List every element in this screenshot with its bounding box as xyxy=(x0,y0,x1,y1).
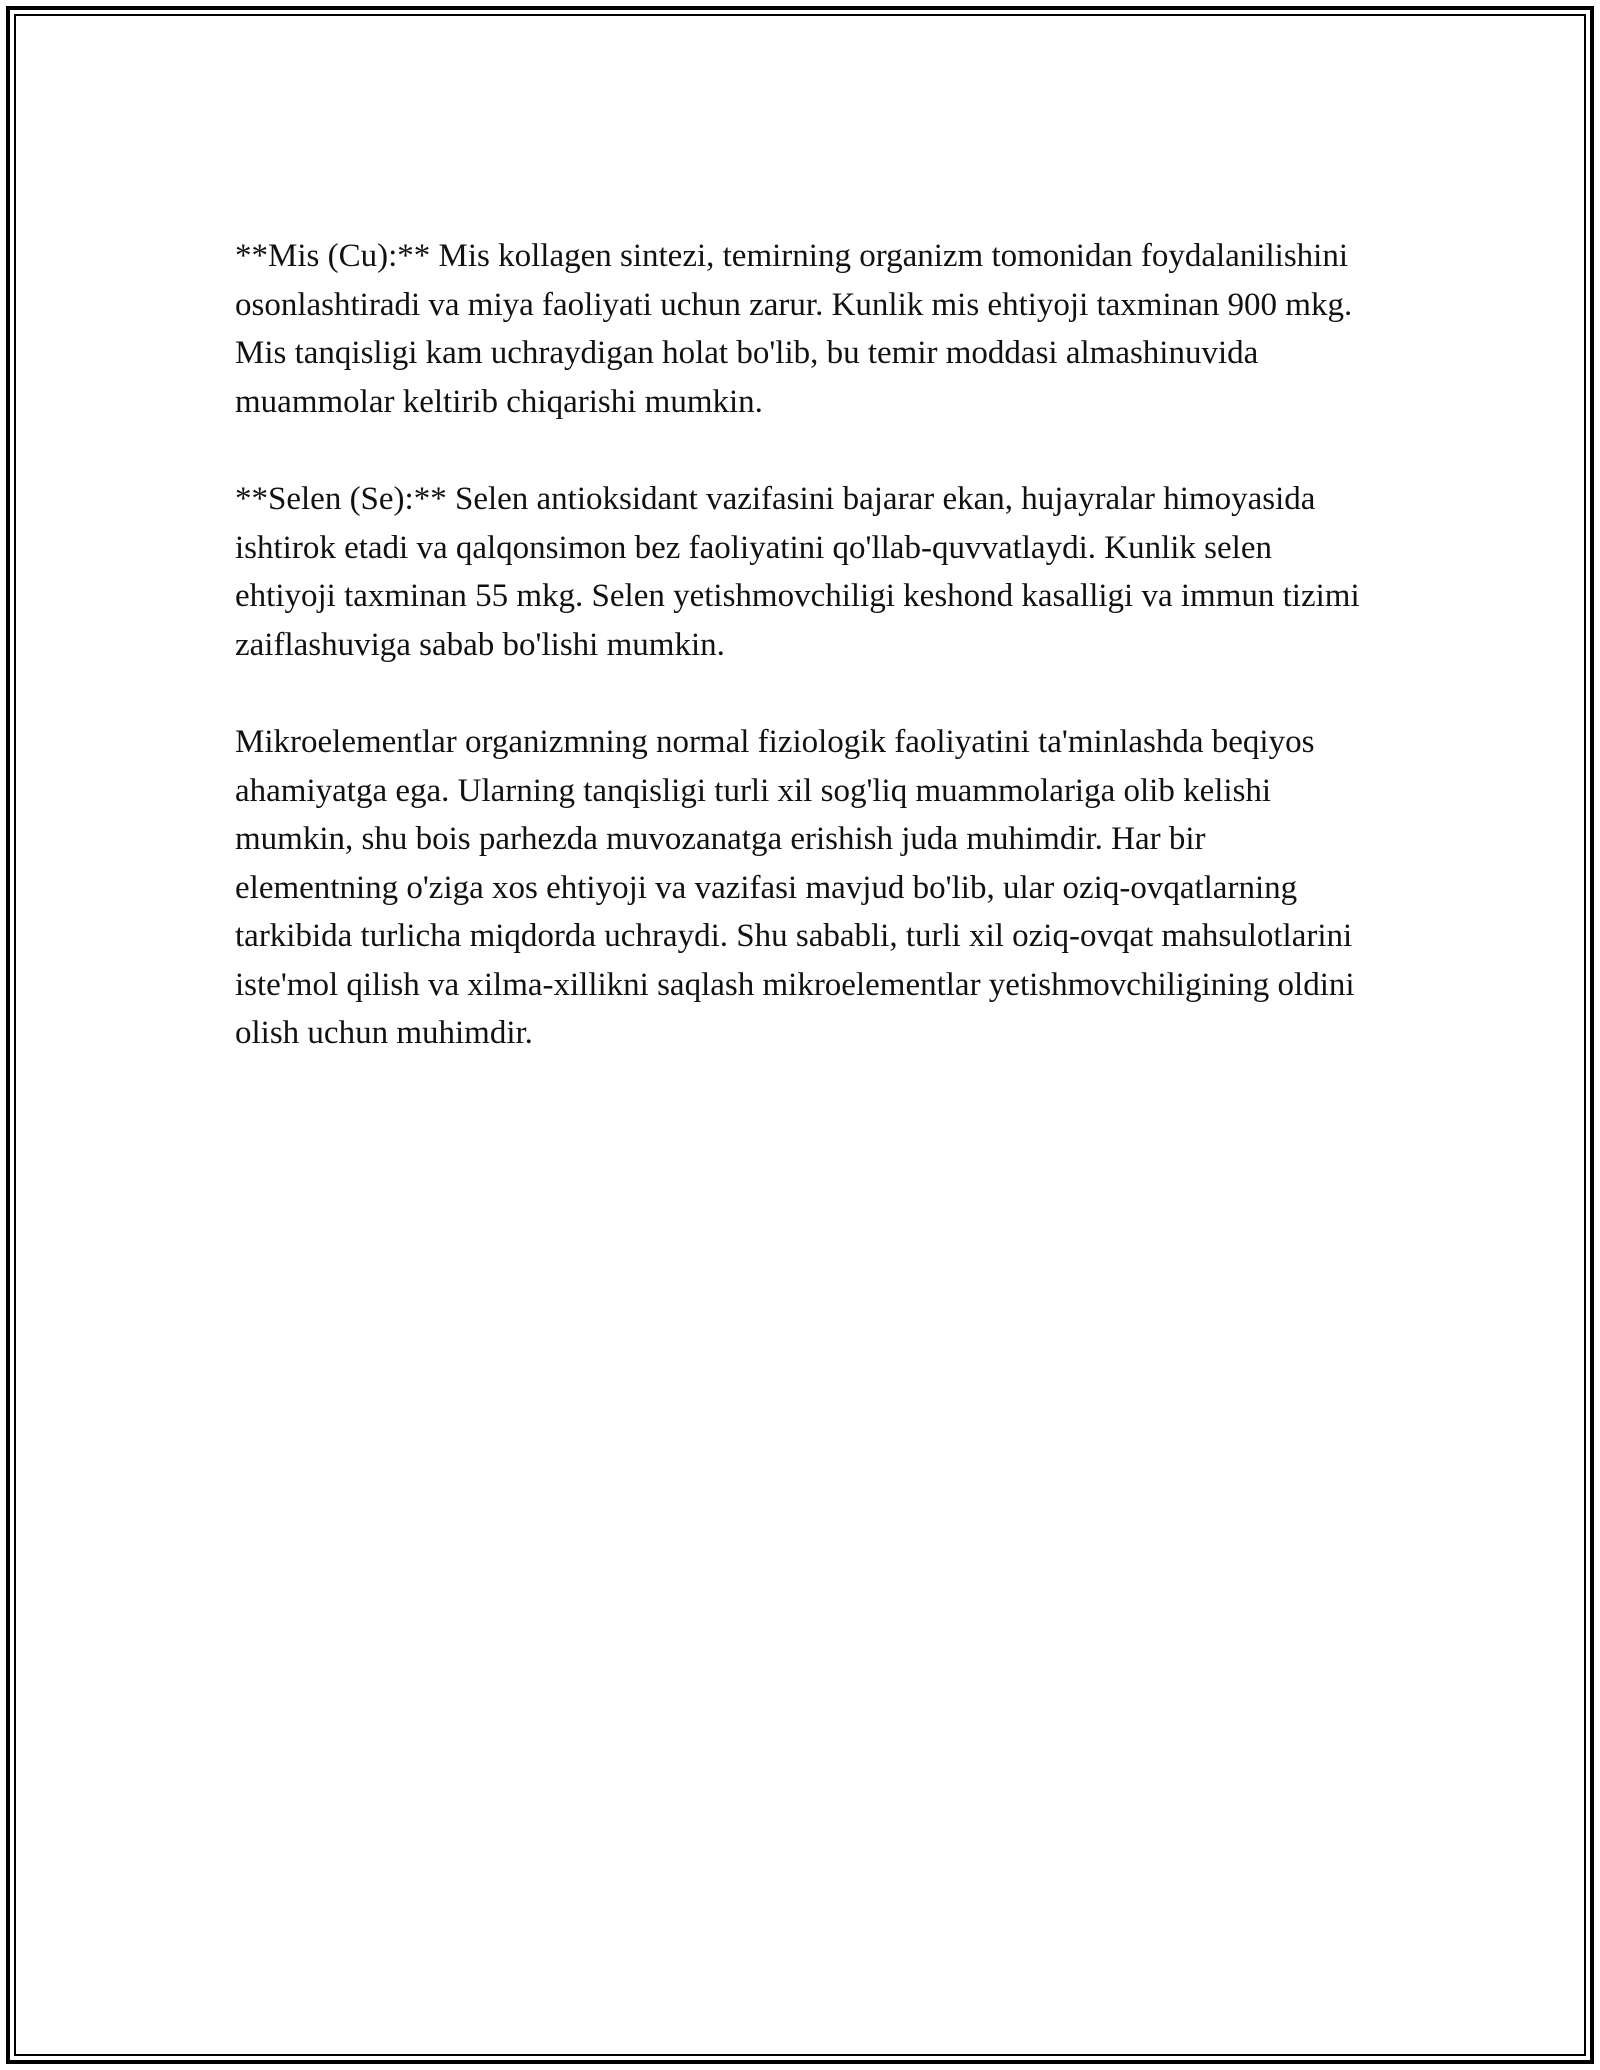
document-body xyxy=(235,232,1365,1107)
paragraph-copper: **Mis (Cu):** Mis kollagen sintezi, temirning organizm tomonidan foydalanilishini osonlashtiradi va miya faoliyati uchun zarur. Kunlik mis ehtiyoji taxminan 900 mkg. Mis tanqisligi kam uchraydigan holat bo'lib, bu temir moddasi almashinuvida muammolar keltirib chiqarishi mumkin. xyxy=(235,238,1353,420)
paragraph-selenium: **Selen (Se):** Selen antioksidant vazifasini bajarar ekan, hujayralar himoyasida ishtirok etadi va qalqonsimon bez faoliyatini qo'llab-quvvatlaydi. Kunlik selen ehtiyoji taxminan 55 mkg. Selen yetishmovchiligi keshond kasalligi va immun tizimi zaiflashuviga sabab bo'lishi mumkin. xyxy=(235,481,1360,663)
paragraph-conclusion: Mikroelementlar organizmning normal fiziologik faoliyatini ta'minlashda beqiyos ahamiyatga ega. Ularning tanqisligi turli xil sog'liq muammolariga olib kelishi mumkin, shu bois parhezda muvozanatga erishish juda muhimdir. Har bir elementning o'ziga xos ehtiyoji va vazifasi mavjud bo'lib, ular oziq-ovqatlarning tarkibida turlicha miqdorda uchraydi. Shu sababli, turli xil oziq-ovqat mahsulotlarini iste'mol qilish va xilma-xillikni saqlash mikroelementlar yetishmovchiligining oldini olish uchun muhimdir. xyxy=(235,724,1355,1051)
